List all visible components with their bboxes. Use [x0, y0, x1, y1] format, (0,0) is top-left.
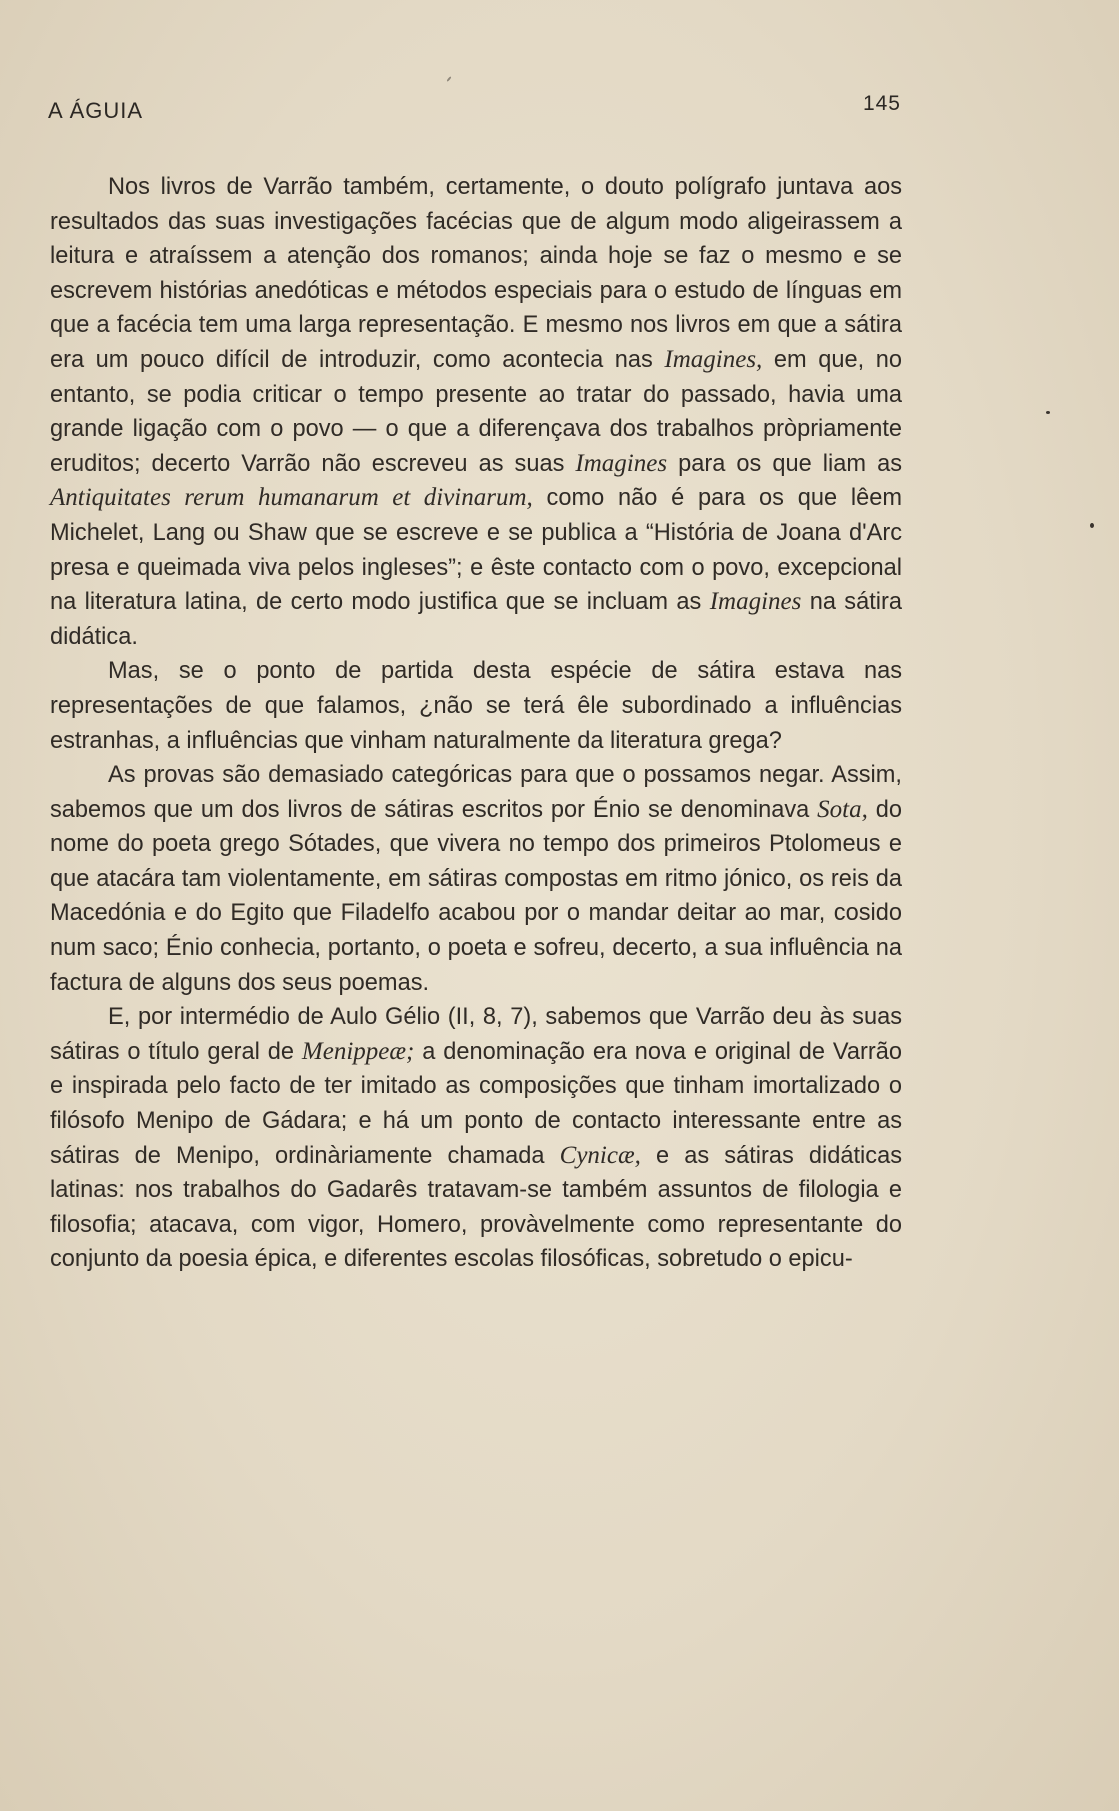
text-run: para os que liam as [667, 450, 902, 477]
paragraph [50, 758, 902, 1000]
running-title: A ÁGUIA [48, 98, 144, 123]
italic-title: Menippeæ; [301, 1037, 415, 1065]
page-number: 145 [862, 92, 901, 115]
paper-speck [1046, 411, 1050, 414]
italic-title: Sota, [817, 795, 868, 823]
text-run: do nome do poeta grego Sótades, que vivera no tempo dos primeiros Ptolomeus e que atacára tam violentamente, em sátiras compostas em ritmo jónico, os reis da Macedónia e do Egito que Filadelfo acabou por o mandar deitar ao mar, cosido num saco; Énio conhecia, portanto, o poeta e sofreu, decerto, a sua influência na factura de alguns dos seus poemas. [50, 796, 902, 996]
text-run: como não é para os que lêem Michelet, Lang ou Shaw que se escreve e se publica a “História de Joana d'Arc presa e queimada viva pelos ingleses”; e êste contacto com o povo, excepcional na literatura latina, de certo modo justifica que se incluam as [50, 485, 903, 616]
paragraph [50, 1000, 902, 1277]
text-run: a denominação era nova e original de Varrão e inspirada pelo facto de ter imitado as composições que tinham imortalizado o filósofo Menipo de Gádara; e há um ponto de contacto interessante entre as sátiras de Menipo, ordinàriamente chamada [50, 1038, 902, 1169]
text-run: e as sátiras didáticas latinas: nos trabalhos do Gadarês tratavam-se também assuntos de filologia e filosofia; atacava, com vigor, Homero, provàvelmente como representante do conjunto da poesia épica, e diferentes escolas filosóficas, sobretudo o epicu- [50, 1142, 902, 1273]
italic-title: Imagines [575, 449, 668, 477]
italic-title: Imagines, [664, 345, 763, 373]
paragraph [50, 654, 902, 758]
text-run: em que, no entanto, se podia criticar o tempo presente ao tratar do passado, havia uma grande ligação com o povo — o que a diferençava dos trabalhos pròpriamente eruditos; decerto Varrão não escreveu as suas [50, 346, 902, 477]
italic-title: Antiquitates rerum humanarum et divinarum, [50, 484, 533, 512]
text-run: Mas, se o ponto de partida desta espécie de sátira estava nas representações de que falamos, ¿não se terá êle subordinado a influências estranhas, a influências que vinham naturalmente da literatura grega? [50, 658, 902, 754]
text-run: E, por intermédio de Aulo Gélio (II, 8, 7), sabemos que Varrão deu às suas sátiras o título geral de [50, 1004, 902, 1065]
running-head [48, 92, 901, 128]
paper-speck [1090, 523, 1094, 528]
text-run: As provas são demasiado categóricas para que o possamos negar. Assim, sabemos que um dos livros de sátiras escritos por Énio se denominava [50, 762, 902, 823]
text-run: na sátira didática. [50, 589, 902, 650]
italic-title: Cynicæ, [559, 1141, 641, 1169]
paper-speck [446, 76, 451, 82]
text-run: Nos livros de Varrão também, certamente, o douto polígrafo juntava aos resultados das suas investigações facécias que de algum modo aligeirassem a leitura e atraíssem a atenção dos romanos; ainda hoje se faz o mesmo e se escrevem histórias anedóticas e métodos especiais para o estudo de línguas em que a facécia tem uma larga representação. E mesmo nos livros em que a sátira era um pouco difícil de introduzir, como acontecia nas [50, 174, 902, 373]
body-text [50, 170, 902, 1277]
paragraph [50, 170, 902, 654]
italic-title: Imagines [709, 588, 802, 616]
